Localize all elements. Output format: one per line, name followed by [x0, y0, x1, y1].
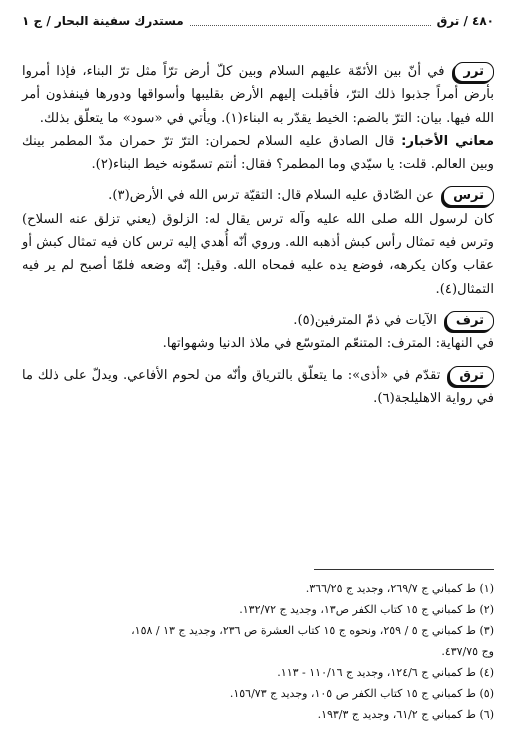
paragraph-text: في النهاية: المترف: المتنعّم المتوسّع في ملاذ الدنيا وشهواتها. [162, 336, 494, 352]
entry-tarr [22, 60, 494, 176]
header-dotted-leader [190, 16, 431, 26]
paragraph-text: الآيات في ذمّ المترفين(٥). [293, 312, 437, 328]
book-title: مستدرك سفينة البحار / ج ١ [22, 14, 184, 28]
entry-paragraph [22, 184, 494, 207]
entry-taraf [22, 309, 494, 356]
paragraph-text: عن الصّادق عليه السلام قال: التقيّة ترس الله في الأرض(٣). [108, 188, 435, 204]
footnote: (١) ط كمباني ج ٢٦٩/٧، وجديد ج ٣٦٦/٢٥. [305, 582, 494, 595]
entry-paragraph [22, 60, 494, 130]
footnote: (٢) ط كمباني ج ١٥ كتاب الكفر ص١٣، وجديد ج ١٣٢/٧٢. [239, 603, 494, 616]
page-number: ٤٨٠ / ترق [436, 14, 494, 28]
entry-keyword-badge: ترق [449, 366, 494, 386]
footnote: (٣) ط كمباني ج ٥ / ٢٥٩، ونحوه ج ١٥ كتاب العشرة ص ٢٣٦، وجديد ج ١٣ / ١٥٨، [131, 624, 494, 637]
footnote-continuation: وج ٤٣٧/٧٥. [441, 645, 494, 658]
footnote: (٤) ط كمباني ج ١٢٤/٦، وجديد ج ١١٠/١٦ - ١١٣. [277, 666, 494, 679]
footnotes [22, 578, 494, 725]
source-lead: معاني الأخبار: [401, 133, 494, 149]
running-header [22, 10, 494, 32]
paragraph-text: في أنّ بين الأئمّة عليهم السلام وبين كلّ أرض ترّاً مثل ترّ البناء، فإذا أمروا بأرض أمراً جذبوا ذلك الترّ، فأقبلت إليهم الأرض بقليبها وأسواقها ودورها فينفذون أمر الله فيها. بيان: الترّ بالضم: الخيط يقدّر به البناء(١). ويأتي في «سود» ما يتعلّق بذلك. [22, 64, 494, 126]
entry-tars [22, 184, 494, 300]
footnote: (٦) ط كمباني ج ٦١/٢، وجديد ج ١٩٣/٣. [317, 708, 494, 721]
page-body [22, 60, 494, 410]
entry-paragraph [22, 309, 494, 332]
entry-taraq [22, 364, 494, 411]
entry-paragraph [22, 364, 494, 411]
entry-paragraph [22, 332, 494, 355]
entry-keyword-badge: ترس [443, 186, 494, 206]
paragraph-text: قال الصادق عليه السلام لحمران: الترّ ترّ حمران مدّ المطمر بينك وبين العالم. قلت: يا سيّدي وما المطمر؟ فقال: أنتم تسمّونه خيط البناء(٢). [22, 133, 494, 173]
footnote-separator [314, 569, 494, 570]
footnote: (٥) ط كمباني ج ١٥ كتاب الكفر ص ١٠٥، وجديد ج ١٥٦/٧٣. [229, 687, 494, 700]
paragraph-text: كان لرسول الله صلى الله عليه وآله ترس يقال له: الزلوق (يعني تزلق عنه السلاح) وترس فيه تمثال رأس كبش أذهبه الله. وروي أنّه أُهدي إليه ترس كان فيه تمثال كبش أو عقاب وكان يكرهه، فوضع يده عليه فمحاه الله. وقيل: إنّه وضعه فلمّا أصبح لم ير فيه التمثال(٤). [22, 211, 494, 297]
entry-keyword-badge: ترر [454, 62, 494, 82]
entry-paragraph [22, 130, 494, 177]
entry-paragraph [22, 208, 494, 301]
paragraph-text: تقدّم في «أذى»: ما يتعلّق بالترياق وأنّه من لحوم الأفاعي. ويدلّ على ذلك ما في رواية الاهليلجة(٦). [22, 367, 494, 406]
entry-keyword-badge: ترف [446, 311, 494, 331]
